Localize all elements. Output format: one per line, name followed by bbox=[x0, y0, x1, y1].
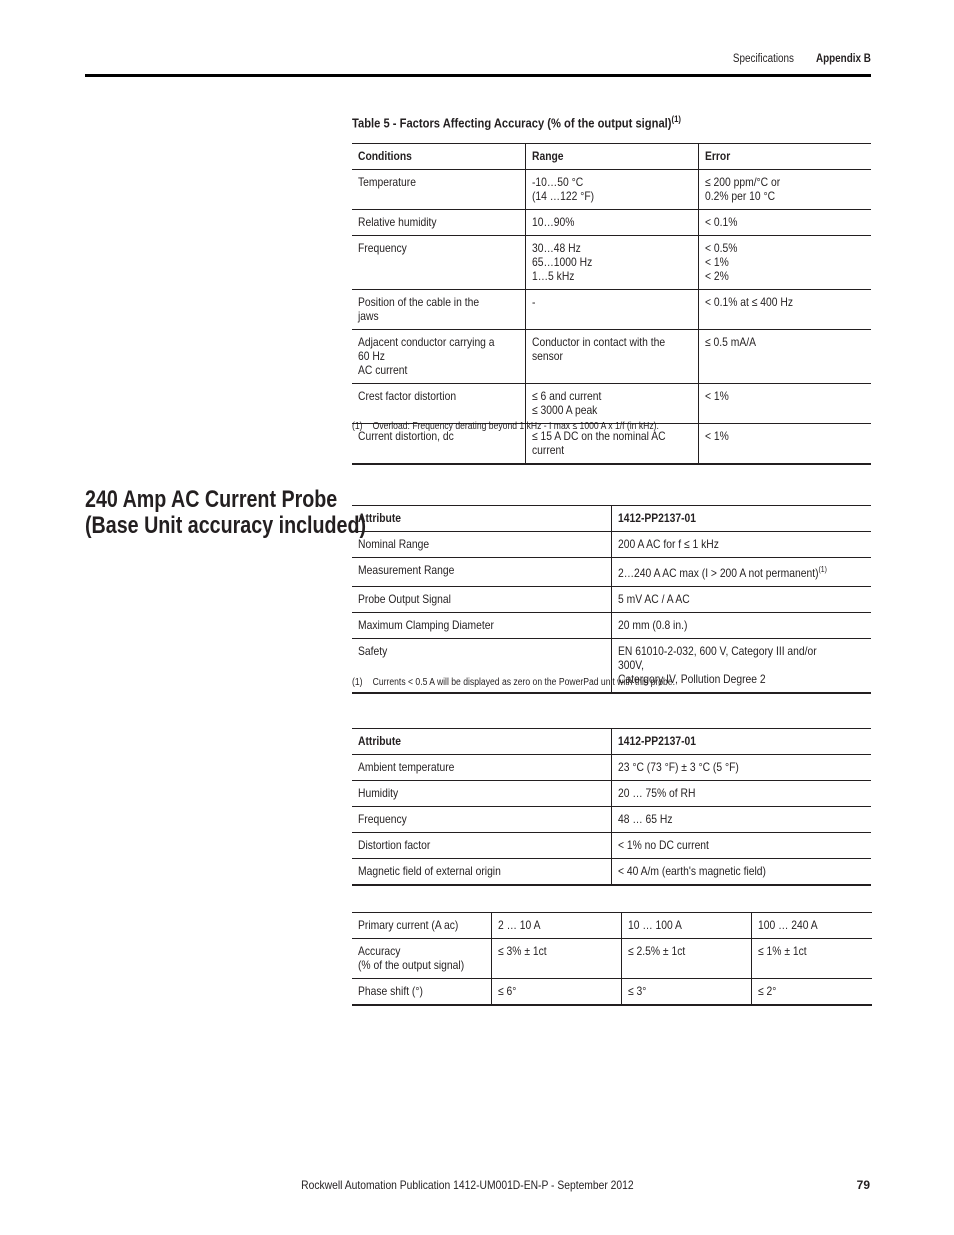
table-row bbox=[352, 833, 871, 859]
footnote-text: Overload: Frequency derating beyond 1 kHz - I max ≤ 1000 A x 1/f (in kHz). bbox=[372, 421, 659, 432]
table-header-cell: Error bbox=[698, 144, 871, 170]
table-cell: Frequency bbox=[352, 236, 525, 290]
table-cell: Frequency bbox=[352, 807, 611, 833]
table-header-row bbox=[352, 506, 871, 532]
table-cell: 20 … 75% of RH bbox=[611, 781, 871, 807]
table-row bbox=[352, 330, 871, 384]
table-cell bbox=[611, 558, 871, 587]
table-cell: Nominal Range bbox=[352, 532, 611, 558]
table-row bbox=[352, 210, 871, 236]
table-cell: Magnetic field of external origin bbox=[352, 859, 611, 886]
table-row bbox=[352, 236, 871, 290]
table-row bbox=[352, 558, 871, 587]
table-cell: Conductor in contact with the sensor bbox=[525, 330, 698, 384]
factors-accuracy-table bbox=[352, 143, 871, 465]
probe-attributes-footnote bbox=[352, 677, 675, 688]
table-cell: ≤ 3° bbox=[621, 979, 751, 1006]
table-row bbox=[352, 587, 871, 613]
table-cell: < 0.5% < 1% < 2% bbox=[698, 236, 871, 290]
table-cell: Safety bbox=[352, 639, 611, 694]
table-cell: Crest factor distortion bbox=[352, 384, 525, 424]
table-row bbox=[352, 532, 871, 558]
accuracy-table bbox=[352, 912, 872, 1006]
table-cell: < 40 A/m (earth's magnetic field) bbox=[611, 859, 871, 886]
running-header-appendix: Appendix B bbox=[816, 53, 871, 65]
table-cell: ≤ 0.5 mA/A bbox=[698, 330, 871, 384]
running-header-section: Specifications bbox=[732, 53, 794, 65]
table-header-row bbox=[352, 144, 871, 170]
table-cell: 10…90% bbox=[525, 210, 698, 236]
page-number: 79 bbox=[856, 1178, 870, 1192]
table-cell: - bbox=[525, 290, 698, 330]
table-cell: 23 °C (73 °F) ± 3 °C (5 °F) bbox=[611, 755, 871, 781]
table5-caption-text: Table 5 - Factors Affecting Accuracy (% of the output signal) bbox=[352, 115, 672, 131]
table-row bbox=[352, 859, 871, 886]
table-header-cell: 1412-PP2137-01 bbox=[611, 729, 871, 755]
table-cell: ≤ 6° bbox=[491, 979, 621, 1006]
table5-footnote bbox=[352, 421, 659, 432]
footnote-number: (1) bbox=[352, 421, 363, 432]
table-header-cell: Range bbox=[525, 144, 698, 170]
table-cell: Position of the cable in the jaws bbox=[352, 290, 525, 330]
table-cell: Maximum Clamping Diameter bbox=[352, 613, 611, 639]
table-cell: Current distortion, dc bbox=[352, 424, 525, 465]
footnote-text: Currents < 0.5 A will be displayed as zero on the PowerPad unit with this probe. bbox=[372, 677, 676, 688]
table-row bbox=[352, 939, 872, 979]
table-header-cell: Attribute bbox=[352, 729, 611, 755]
table-cell: Phase shift (°) bbox=[352, 979, 491, 1006]
table-cell: ≤ 2° bbox=[751, 979, 872, 1006]
table-row bbox=[352, 979, 872, 1006]
table-cell: Primary current (A ac) bbox=[352, 913, 491, 939]
table-cell: ≤ 3% ± 1ct bbox=[491, 939, 621, 979]
table-row bbox=[352, 755, 871, 781]
table-cell: < 0.1% at ≤ 400 Hz bbox=[698, 290, 871, 330]
table-row bbox=[352, 807, 871, 833]
measurement-range-footnote-ref: (1) bbox=[818, 565, 827, 574]
table-cell: < 0.1% bbox=[698, 210, 871, 236]
footnote-number: (1) bbox=[352, 677, 363, 688]
table-cell: 10 … 100 A bbox=[621, 913, 751, 939]
table-cell: Temperature bbox=[352, 170, 525, 210]
table-cell: < 1% bbox=[698, 384, 871, 424]
table-cell: 2 … 10 A bbox=[491, 913, 621, 939]
table5-caption bbox=[352, 114, 681, 130]
table-cell: ≤ 6 and current ≤ 3000 A peak bbox=[525, 384, 698, 424]
table-cell: ≤ 15 A DC on the nominal AC current bbox=[525, 424, 698, 465]
table-header-row bbox=[352, 729, 871, 755]
table-row bbox=[352, 613, 871, 639]
table-cell: Adjacent conductor carrying a 60 Hz AC current bbox=[352, 330, 525, 384]
table-row bbox=[352, 781, 871, 807]
table-cell: ≤ 1% ± 1ct bbox=[751, 939, 872, 979]
table-cell: < 1% bbox=[698, 424, 871, 465]
table-cell: Probe Output Signal bbox=[352, 587, 611, 613]
table-cell: Distortion factor bbox=[352, 833, 611, 859]
table-cell: Relative humidity bbox=[352, 210, 525, 236]
publication-footer: Rockwell Automation Publication 1412-UM001D-EN-P - September 2012 bbox=[301, 1178, 634, 1192]
table-cell: Humidity bbox=[352, 781, 611, 807]
section-heading: 240 Amp AC Current Probe (Base Unit accuracy included) bbox=[85, 486, 367, 539]
table-cell: Accuracy (% of the output signal) bbox=[352, 939, 491, 979]
table-cell: ≤ 2.5% ± 1ct bbox=[621, 939, 751, 979]
table-cell: 20 mm (0.8 in.) bbox=[611, 613, 871, 639]
table-cell: 5 mV AC / A AC bbox=[611, 587, 871, 613]
table-row bbox=[352, 170, 871, 210]
table-cell: 48 … 65 Hz bbox=[611, 807, 871, 833]
table-row bbox=[352, 913, 872, 939]
table-header-cell: Attribute bbox=[352, 506, 611, 532]
table-cell: < 1% no DC current bbox=[611, 833, 871, 859]
table-row bbox=[352, 290, 871, 330]
table-cell: 100 … 240 A bbox=[751, 913, 872, 939]
table-cell: EN 61010-2-032, 600 V, Category III and/or 300V, Catergory IV, Pollution Degree 2 bbox=[611, 639, 871, 694]
table-cell: Ambient temperature bbox=[352, 755, 611, 781]
header-rule bbox=[85, 74, 871, 77]
table-cell: ≤ 200 ppm/°C or 0.2% per 10 °C bbox=[698, 170, 871, 210]
table-header-cell: 1412-PP2137-01 bbox=[611, 506, 871, 532]
table5-caption-footnote-ref: (1) bbox=[671, 114, 681, 124]
table-header-cell: Conditions bbox=[352, 144, 525, 170]
reference-conditions-table bbox=[352, 728, 871, 886]
table-row bbox=[352, 384, 871, 424]
measurement-range-value: 2…240 A AC max (I > 200 A not permanent) bbox=[617, 566, 819, 580]
table-cell: Measurement Range bbox=[352, 558, 611, 587]
probe-attributes-table bbox=[352, 505, 871, 694]
table-cell: -10…50 °C (14 …122 °F) bbox=[525, 170, 698, 210]
table-cell: 200 A AC for f ≤ 1 kHz bbox=[611, 532, 871, 558]
table-cell: 30…48 Hz 65…1000 Hz 1…5 kHz bbox=[525, 236, 698, 290]
